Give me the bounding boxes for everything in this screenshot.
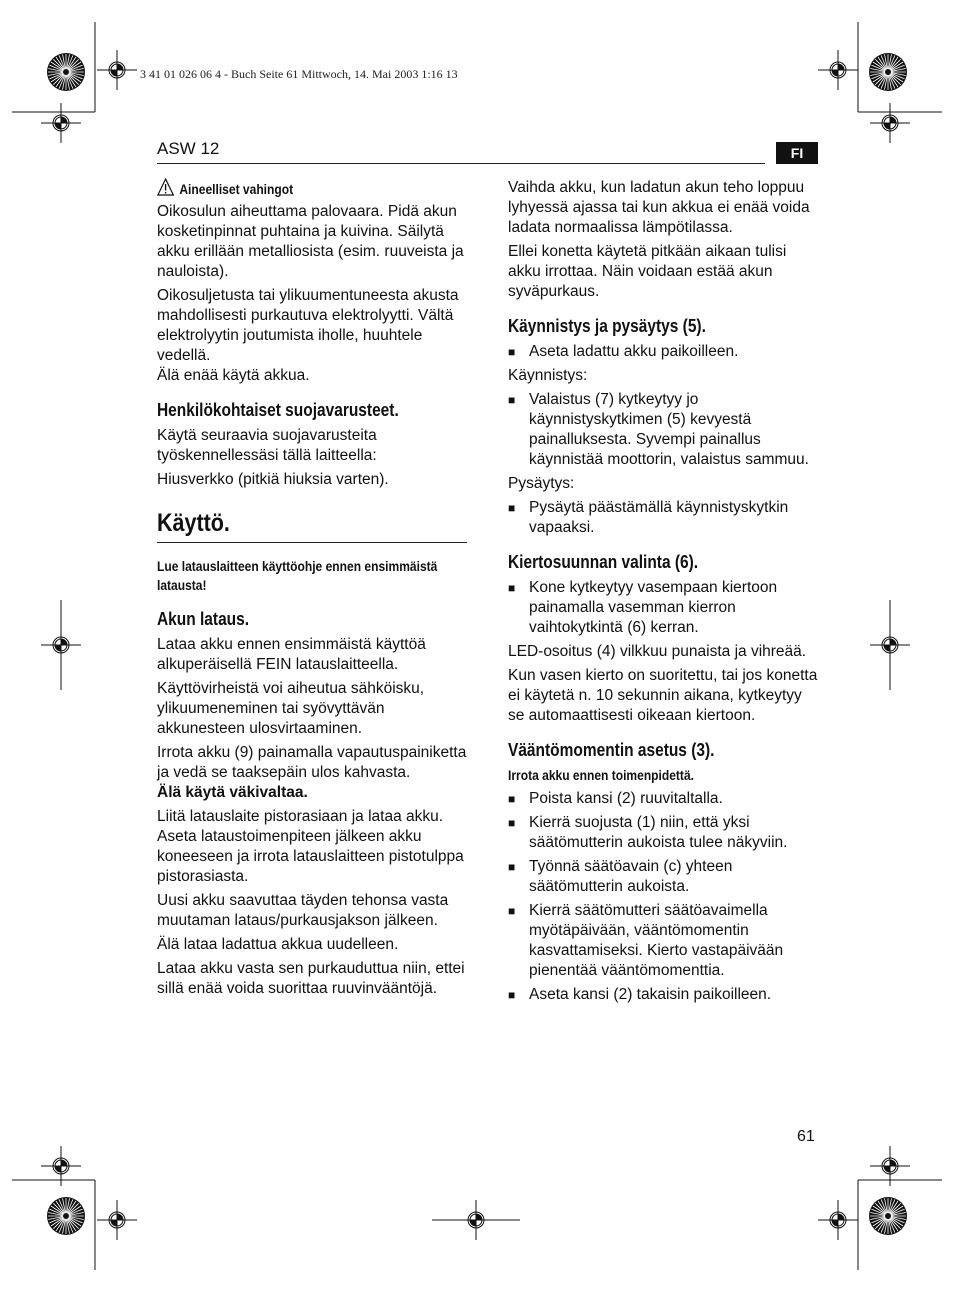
square-bullet-icon: ■ bbox=[508, 792, 516, 806]
paragraph: Lataa akku ennen ensimmäistä käyttöä alkuperäisellä FEIN latauslaitteella. bbox=[157, 636, 426, 673]
paragraph: Älä enää käytä akkua. bbox=[157, 367, 310, 384]
section-heading-torque: Vääntömomentin asetus (3). bbox=[508, 740, 715, 760]
warning-heading-text: Aineelliset vahingot bbox=[179, 181, 294, 197]
chapter-heading: Käyttö. bbox=[157, 509, 230, 537]
section-heading-charging: Akun lataus. bbox=[157, 609, 250, 629]
square-bullet-icon: ■ bbox=[508, 904, 516, 918]
paragraph: Irrota akku (9) painamalla vapautuspainiketta ja vedä se taaksepäin ulos kahvasta. bbox=[157, 744, 467, 781]
paragraph: Älä lataa ladattua akkua uudelleen. bbox=[157, 936, 399, 953]
square-bullet-icon: ■ bbox=[508, 988, 516, 1002]
list-item: ■ Aseta kansi (2) takaisin paikoilleen. bbox=[508, 986, 772, 1003]
list-item: ■ Pysäytä päästämällä käynnistyskytkin vapaaksi. bbox=[508, 499, 789, 536]
paragraph: Hiusverkko (pitkiä hiuksia varten). bbox=[157, 471, 389, 488]
paragraph: Ellei konetta käytetä pitkään aikaan tulisi akku irrottaa. Näin voidaan estää akun syväpurkaus. bbox=[508, 243, 787, 300]
section-heading-start-stop: Käynnistys ja pysäytys (5). bbox=[508, 316, 706, 336]
paragraph: Vaihda akku, kun ladatun akun teho loppuu lyhyessä ajassa tai kun akkua ei enää voida ladata normaalissa lämpötilassa. bbox=[508, 179, 810, 236]
section-heading-ppe: Henkilökohtaiset suojavarusteet. bbox=[157, 400, 399, 420]
paragraph: LED-osoitus (4) vilkkuu punaista ja vihreää. bbox=[508, 643, 807, 660]
paragraph: Uusi akku saavuttaa täyden tehonsa vasta muutaman lataus/purkausjakson jälkeen. bbox=[157, 892, 449, 929]
paragraph: Käytä seuraavia suojavarusteita työskennellessäsi tällä laitteella: bbox=[157, 427, 377, 464]
paragraph: Oikosuljetusta tai ylikuumentuneesta akusta mahdollisesti purkautuva elektrolyytti. Vältä elektrolyytin joutumista iholle, huuhtele vedellä. bbox=[157, 287, 459, 364]
paragraph-bold: Älä käytä väkivaltaa. bbox=[157, 784, 308, 801]
warning-heading bbox=[157, 178, 425, 200]
list-item: ■ Aseta ladattu akku paikoilleen. bbox=[508, 343, 739, 360]
square-bullet-icon: ■ bbox=[508, 581, 516, 595]
page-number: 61 bbox=[797, 1128, 815, 1145]
header-rule bbox=[157, 163, 765, 164]
paragraph: Käyttövirheistä voi aiheutua sähköisku, ylikuumeneminen tai syövyttävän akkunesteen ulosvirtaaminen. bbox=[157, 680, 425, 737]
right-column bbox=[508, 178, 820, 1009]
left-column bbox=[157, 178, 469, 1003]
warning-triangle-icon bbox=[157, 178, 174, 201]
charger-note: Lue latauslaitteen käyttöohje ennen ensimmäistä latausta! bbox=[157, 558, 438, 593]
section-heading-direction: Kiertosuunnan valinta (6). bbox=[508, 552, 699, 572]
square-bullet-icon: ■ bbox=[508, 860, 516, 874]
square-bullet-icon: ■ bbox=[508, 501, 516, 515]
square-bullet-icon: ■ bbox=[508, 816, 516, 830]
paragraph: Lataa akku vasta sen purkauduttua niin, ettei sillä enää voida suorittaa ruuvinvääntöjä. bbox=[157, 960, 465, 997]
paragraph: Liitä latauslaite pistorasiaan ja lataa akku. Aseta lataustoimenpiteen jälkeen akku koneeseen ja irrota latauslaitteen pistotulppa pistorasiasta. bbox=[157, 808, 464, 885]
page-header-title: ASW 12 bbox=[157, 139, 220, 158]
language-badge: FI bbox=[776, 142, 818, 164]
chapter-heading-block bbox=[157, 508, 469, 543]
square-bullet-icon: ■ bbox=[508, 393, 516, 407]
paragraph: Oikosulun aiheuttama palovaara. Pidä akun kosketinpinnat puhtaina ja kuivina. Säilytä akku erillään metalliosista (esim. ruuveista ja nauloista). bbox=[157, 203, 464, 280]
square-bullet-icon: ■ bbox=[508, 345, 516, 359]
paragraph: Kun vasen kierto on suoritettu, tai jos konetta ei käytetä n. 10 sekunnin aikana, kytkeytyy se automaattisesti oikeaan kiertoon. bbox=[508, 667, 818, 724]
paragraph: Käynnistys: bbox=[508, 367, 588, 384]
list-item: ■ Kierrä säätömutteri säätöavaimella myötäpäivään, vääntömomentin kasvattamiseksi. Kierto vastapäivään pienentää vääntömomenttia. bbox=[508, 902, 784, 979]
list-item: ■ Kone kytkeytyy vasempaan kiertoon painamalla vasemman kierron vaihtokytkintä (6) kerran. bbox=[508, 579, 778, 636]
list-item: ■ Kierrä suojusta (1) niin, että yksi säätömutterin aukoista tulee näkyviin. bbox=[508, 814, 788, 851]
torque-note: Irrota akku ennen toimenpidettä. bbox=[508, 767, 694, 783]
paragraph: Pysäytys: bbox=[508, 475, 575, 492]
print-slug: 3 41 01 026 06 4 - Buch Seite 61 Mittwoch, 14. Mai 2003 1:16 13 bbox=[140, 67, 458, 81]
list-item: ■ Työnnä säätöavain (c) yhteen säätömutterin aukoista. bbox=[508, 858, 733, 895]
list-item: ■ Poista kansi (2) ruuvitaltalla. bbox=[508, 790, 723, 807]
list-item: ■ Valaistus (7) kytkeytyy jo käynnistyskytkimen (5) kevyestä painalluksesta. Syvempi painallus käynnistää moottorin, valaistus sammuu. bbox=[508, 391, 809, 468]
chapter-rule bbox=[157, 542, 467, 543]
